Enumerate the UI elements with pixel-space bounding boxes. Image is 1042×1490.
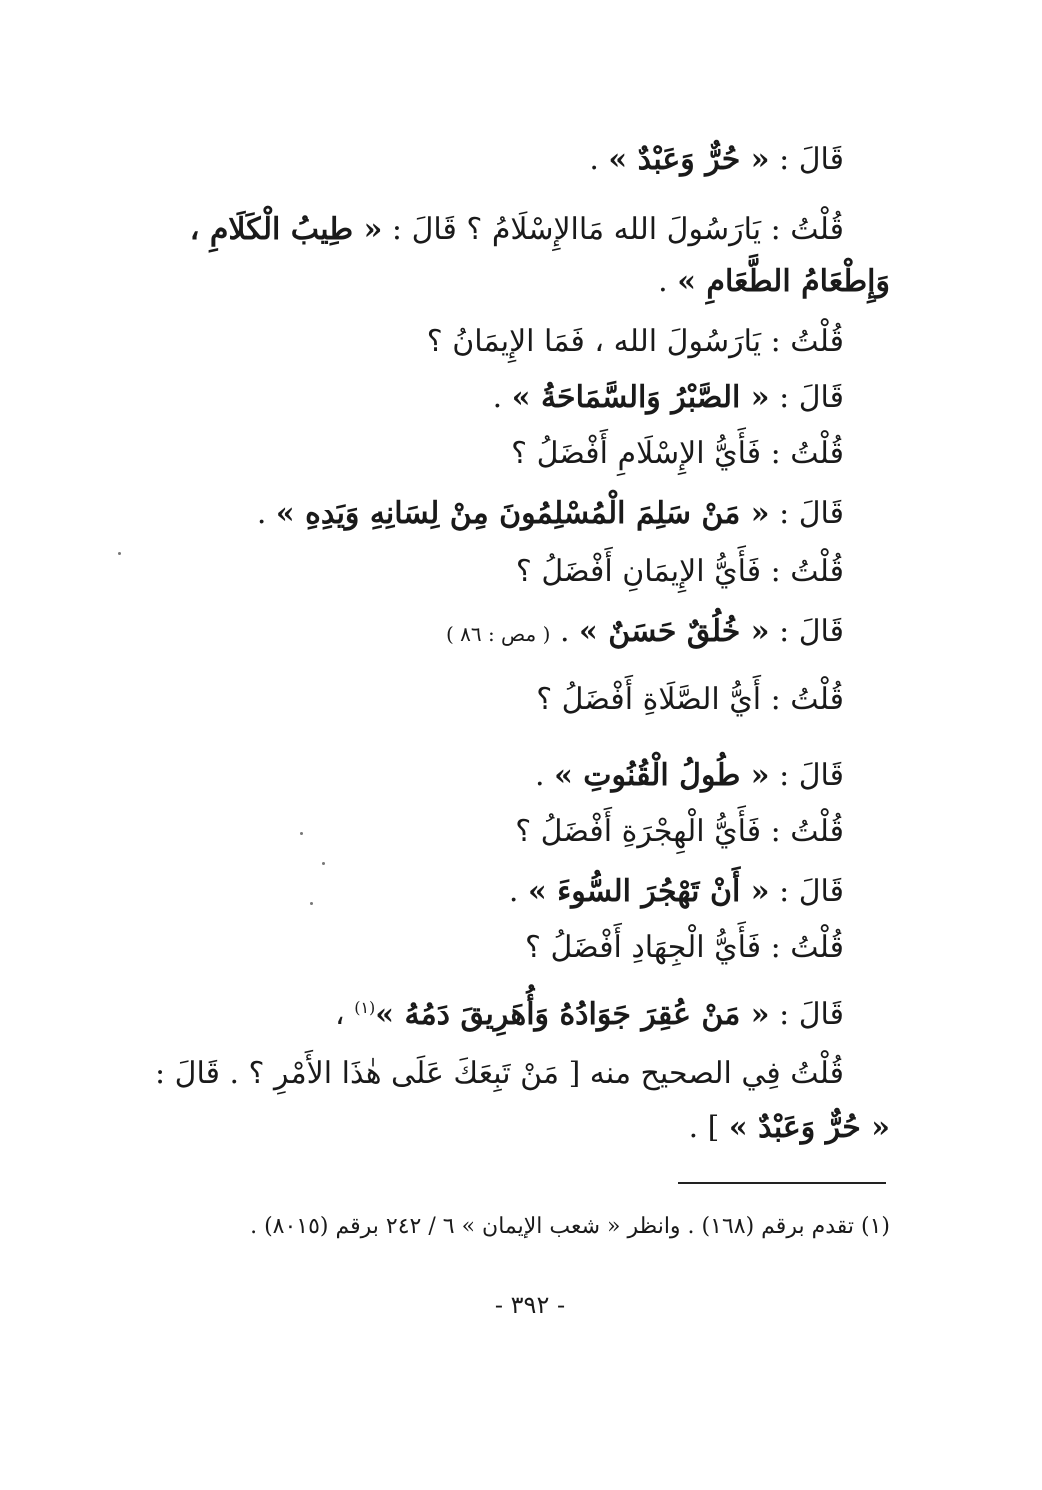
question-text: فَأَيُّ الْجِهَادِ أَفْضَلُ ؟ xyxy=(525,930,762,965)
punctuation: ، xyxy=(334,997,355,1032)
question-text: فَأَيُّ الْهِجْرَةِ أَفْضَلُ ؟ xyxy=(515,814,762,849)
footnote-separator xyxy=(678,1182,886,1184)
speaker-label: قُلْتُ : xyxy=(770,212,844,247)
text-line-2 xyxy=(190,210,844,250)
speaker-label: قُلْتُ xyxy=(790,1056,844,1091)
text-line-6 xyxy=(511,434,844,474)
question-text: فَأَيُّ الإِيمَانِ أَفْضَلُ ؟ xyxy=(515,554,762,589)
source-reference: ( مص : ٨٦ ) xyxy=(445,622,551,646)
text-line-9 xyxy=(446,612,844,654)
scan-speck xyxy=(300,832,303,835)
question-text: فِي الصحيح منه [ مَنْ تَبِعَكَ عَلَى هٰذَا الأَمْرِ ؟ . قَالَ : xyxy=(155,1056,781,1091)
text-line-12 xyxy=(515,812,844,852)
punctuation: . xyxy=(508,874,528,909)
text-line-1 xyxy=(589,140,844,180)
speaker-label: قُلْتُ : xyxy=(770,436,844,471)
text-line-14 xyxy=(525,928,844,968)
speaker-label: قَالَ : xyxy=(779,758,844,793)
scan-speck xyxy=(310,902,313,905)
text-line-17 xyxy=(689,1108,890,1148)
quoted-answer: « الصَّبْرُ وَالسَّمَاحَةُ » xyxy=(511,380,770,415)
text-line-8 xyxy=(516,552,844,592)
speaker-label: قُلْتُ : xyxy=(770,814,844,849)
quoted-answer: « مَنْ سَلِمَ الْمُسْلِمُونَ مِنْ لِسَانِهِ وَيَدِهِ » xyxy=(275,496,770,531)
punctuation: . xyxy=(535,758,555,793)
question-text: أَيُّ الصَّلَاةِ أَفْضَلُ ؟ xyxy=(536,682,762,717)
punctuation: . xyxy=(559,614,580,649)
text-line-10 xyxy=(536,680,844,720)
punctuation: . xyxy=(256,496,276,531)
text-line-11 xyxy=(535,756,844,796)
quoted-answer: « طِيبُ الْكَلَامِ ، xyxy=(189,212,383,247)
text-line-3 xyxy=(658,262,890,302)
text-line-16 xyxy=(155,1054,844,1094)
punctuation: . xyxy=(492,380,512,415)
text-line-5 xyxy=(493,378,844,418)
text-line-7 xyxy=(257,494,844,534)
speaker-label: قُلْتُ : xyxy=(770,930,844,965)
speaker-label: قُلْتُ : xyxy=(770,554,844,589)
quoted-answer: « طُولُ الْقُنُوتِ » xyxy=(554,758,770,793)
text-line-13 xyxy=(509,872,844,912)
quoted-answer: « أَنْ تَهْجُرَ السُّوءَ » xyxy=(527,874,770,909)
speaker-label: قَالَ : xyxy=(779,142,844,177)
punctuation: . xyxy=(589,142,609,177)
scan-speck xyxy=(118,552,121,555)
speaker-label: قُلْتُ : xyxy=(770,682,844,717)
footnote: (١) تقدم برقم (١٦٨) . وانظر « شعب الإيمان » ٦ / ٢٤٢ برقم (٨٠١٥) . xyxy=(250,1214,890,1239)
scan-speck xyxy=(322,862,325,865)
quoted-answer: « حُرٌّ وَعَبْدٌ » xyxy=(728,1110,890,1145)
quoted-answer: « خُلُقٌ حَسَنٌ » xyxy=(579,614,770,649)
question-text: يَارَسُولَ الله مَاالإِسْلَامُ ؟ قَالَ : xyxy=(391,212,762,247)
speaker-label: قُلْتُ : xyxy=(770,324,844,359)
footnote-marker: (١) xyxy=(354,998,376,1017)
quoted-answer: « مَنْ عُقِرَ جَوَادُهُ وَأُهَرِيقَ دَمُهُ » xyxy=(375,997,770,1032)
quoted-answer: « حُرٌّ وَعَبْدٌ » xyxy=(608,142,770,177)
text-line-4 xyxy=(427,322,844,362)
speaker-label: قَالَ : xyxy=(779,874,844,909)
quoted-answer: وَإِطْعَامُ الطَّعَامِ » xyxy=(677,264,890,299)
question-text: فَأَيُّ الإِسْلَامِ أَفْضَلُ ؟ xyxy=(511,436,762,471)
speaker-label: قَالَ : xyxy=(779,496,844,531)
punctuation: ] . xyxy=(688,1110,729,1145)
speaker-label: قَالَ : xyxy=(779,380,844,415)
question-text: يَارَسُولَ الله ، فَمَا الإِيمَانُ ؟ xyxy=(426,324,762,359)
speaker-label: قَالَ : xyxy=(779,997,844,1032)
speaker-label: قَالَ : xyxy=(779,614,844,649)
text-line-15 xyxy=(335,988,844,1035)
page-number: - ٣٩٢ - xyxy=(494,1291,566,1319)
punctuation: . xyxy=(658,264,678,299)
